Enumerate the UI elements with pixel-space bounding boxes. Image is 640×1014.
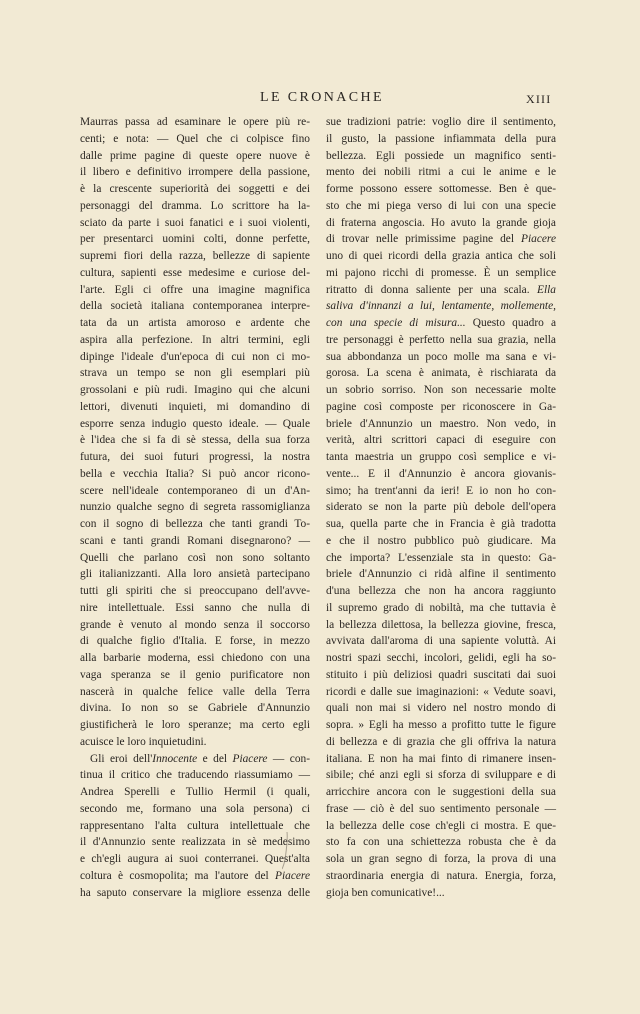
- text-line: [326, 767, 556, 784]
- text-line: [80, 315, 310, 332]
- text-segment: vaga speranza se il genio purificatore non: [80, 668, 310, 681]
- text-line: [80, 432, 310, 449]
- italic-text: saliva d'innanzi a lui, lentamente, mollemente,: [326, 300, 556, 313]
- text-line: [80, 650, 310, 667]
- text-segment: acuisce le loro inquietudini.: [80, 735, 207, 748]
- text-line: [80, 566, 310, 583]
- running-head: [0, 90, 640, 110]
- text-line: [80, 399, 310, 416]
- right-text-column: [326, 114, 556, 901]
- text-line: [326, 382, 556, 399]
- text-line: [80, 198, 310, 215]
- text-line: [80, 516, 310, 533]
- text-segment: cultura, sapienti esse medesime e curiose del-: [80, 266, 310, 279]
- text-line: [80, 382, 310, 399]
- italic-text: Innocente: [152, 752, 198, 765]
- text-line: [326, 633, 556, 650]
- text-segment: frase — ciò è del suo sentimento personale —: [326, 802, 556, 815]
- text-segment: Questo quadro a: [465, 317, 557, 329]
- text-segment: è l'idea che si fa di sè stessa, della sua forza: [80, 434, 310, 447]
- text-line: [326, 801, 556, 818]
- text-segment: Gli eroi dell': [90, 752, 153, 765]
- text-line: [80, 767, 310, 784]
- text-segment: e che il nostro pubblico può giudicare. Ma: [326, 534, 556, 547]
- text-line: [326, 818, 556, 835]
- text-line: [326, 650, 556, 667]
- text-line: [326, 868, 556, 885]
- text-segment: sue tradizioni patrie: voglio dire il sentimento,: [326, 116, 556, 128]
- text-segment: stituito i più deliziosi quadri suscitati dai suoi: [326, 668, 556, 681]
- text-segment: gioja ben comunicative!...: [326, 886, 445, 899]
- text-segment: nire intellettuale. Essi sanno che nulla di: [80, 601, 310, 614]
- text-line: [326, 734, 556, 751]
- text-segment: ritratto di donna saliente per una scala.: [326, 283, 538, 296]
- text-segment: aspira alla perfezione. In altri termini, egli: [80, 333, 310, 346]
- text-segment: simo; ha trent'anni da ieri! E io non ho con-: [326, 484, 556, 497]
- text-segment: scani e tanti grandi Romani disegnarono? —: [80, 534, 310, 547]
- text-segment: sola un gran segno di forza, la prova di una: [326, 853, 556, 865]
- text-line: [326, 349, 556, 366]
- text-line: [80, 801, 310, 818]
- text-line: [326, 834, 556, 851]
- text-segment: supremi fiori della razza, bellezze di sapiente: [80, 250, 310, 262]
- text-segment: il supremo grado di nobiltà, ma che tuttavia è: [326, 601, 556, 614]
- text-line: [326, 617, 556, 634]
- text-line: [80, 600, 310, 617]
- text-segment: di trovar nelle primissime pagine del: [326, 233, 521, 246]
- text-segment: centi; e nota: — Quel che ci colpisce fino: [80, 132, 310, 145]
- text-segment: straordinaria energia di natura. Energia, forza,: [326, 869, 556, 882]
- text-line: [326, 298, 556, 315]
- text-line: [326, 198, 556, 215]
- text-segment: sua abbondanza un poco molle ma sana e vi-: [326, 350, 556, 363]
- text-segment: forme possono essere sottomesse. Ben è que-: [326, 183, 556, 195]
- text-line: [326, 114, 556, 131]
- text-segment: di bellezza e di grazia che gli offriva la natura: [326, 735, 556, 748]
- text-segment: arricchire ancora con le suggestioni della sua: [326, 786, 556, 798]
- text-line: [80, 700, 310, 717]
- text-line: [80, 483, 310, 500]
- text-segment: il libero e definitivo irrompere della passione,: [80, 166, 310, 179]
- text-line: [80, 834, 310, 851]
- text-segment: d'una bellezza che non ha ancora raggiunto: [326, 585, 556, 597]
- text-line: [326, 449, 556, 466]
- text-line: [326, 131, 556, 148]
- text-segment: con il sogno di bellezza che tanti grandi To-: [80, 518, 310, 530]
- text-line: [80, 617, 310, 634]
- text-segment: sopra. » Egli ha messo a profitto tutte le figure: [326, 719, 556, 731]
- text-line: [326, 332, 556, 349]
- text-line: [326, 215, 556, 232]
- text-segment: ha saputo conservare la migliore essenza delle: [80, 886, 310, 899]
- text-line: [326, 432, 556, 449]
- text-segment: sciato da parte i suoi fanatici e i suoi violenti,: [80, 216, 310, 229]
- text-segment: sua, quella parte che in Francia è già tradotta: [326, 518, 556, 530]
- text-segment: Maurras passa ad esaminare le opere più re-: [80, 116, 310, 128]
- text-line: [80, 633, 310, 650]
- text-line: [80, 248, 310, 265]
- text-line: [80, 131, 310, 148]
- text-line: [326, 566, 556, 583]
- text-line: [326, 784, 556, 801]
- text-segment: l'arte. Egli ci offre una imagine magnifica: [80, 283, 310, 296]
- text-segment: dipinge l'ideale d'un'epoca di cui non ci mo-: [80, 350, 310, 363]
- text-segment: e del: [197, 752, 233, 765]
- text-line: [80, 449, 310, 466]
- text-segment: strava un tempo se non gli esemplari più: [80, 367, 310, 380]
- text-line: [80, 734, 310, 751]
- text-segment: per presentarci uomini colti, donne perfette,: [80, 233, 310, 246]
- text-line: [326, 583, 556, 600]
- text-segment: quali non mai si videro nel nostro mondo di: [326, 702, 556, 715]
- italic-text: Piacere: [275, 869, 310, 882]
- text-line: [326, 885, 556, 902]
- text-segment: che importa? L'essenziale sta in questo: Ga-: [326, 551, 556, 564]
- text-line: [326, 181, 556, 198]
- text-line: [326, 684, 556, 701]
- text-segment: tinua il critico che traducendo riassumiamo —: [80, 769, 310, 782]
- text-line: [80, 265, 310, 282]
- page-number: XIII: [526, 92, 552, 106]
- text-segment: è la crescente superiorità dei soggetti e dei: [80, 183, 310, 195]
- text-segment: Quelli che parlano così non sono soltanto: [80, 551, 310, 564]
- text-line: [80, 533, 310, 550]
- text-segment: tata da un artista amoroso e ardente che: [80, 317, 310, 329]
- text-line: [326, 851, 556, 868]
- text-line: [326, 700, 556, 717]
- text-line: [80, 868, 310, 885]
- text-segment: la bellezza dilettosa, la bellezza giovine, fresca,: [326, 618, 556, 631]
- text-line: [326, 751, 556, 768]
- text-segment: grossolani e più rudi. Imagino qui che alcuni: [80, 384, 310, 396]
- text-segment: nascerà in qualche felice valle della Terra: [80, 685, 310, 698]
- text-line: [326, 282, 556, 299]
- text-segment: dalle prime pagine di queste opere nuove è: [80, 149, 310, 162]
- text-line: [326, 265, 556, 282]
- text-segment: esporre senza indugio questo ideale. — Quale: [80, 417, 310, 430]
- text-line: [80, 231, 310, 248]
- text-line: [326, 667, 556, 684]
- text-segment: lettori, divenuti inquieti, mi domandino di: [80, 400, 310, 413]
- page-title: LE CRONACHE: [260, 90, 385, 105]
- text-line: [326, 533, 556, 550]
- text-segment: pagine così composte per riconoscere in Ga-: [326, 400, 556, 413]
- text-segment: alla barbarie moderna, essi chiedono con una: [80, 652, 310, 664]
- text-segment: uno di quei ricordi della grazia antica che soli: [326, 250, 556, 262]
- text-segment: futura, dei suoi futuri progressi, la nostra: [80, 451, 310, 463]
- text-line: [80, 466, 310, 483]
- text-segment: sibile; ché anzi egli si sforza di sviluppare e di: [326, 769, 556, 782]
- text-segment: scere nell'ideale contemporaneo di un d'An-: [80, 484, 310, 497]
- text-line: [326, 483, 556, 500]
- text-line: [80, 332, 310, 349]
- text-line: [80, 282, 310, 299]
- text-line: [80, 550, 310, 567]
- text-line: [326, 466, 556, 483]
- text-segment: giustificherà le loro speranze; ma certo egli: [80, 719, 310, 731]
- text-line: [326, 550, 556, 567]
- text-line: [326, 315, 556, 332]
- text-segment: il d'Annunzio sente realizzata in sè medesimo: [80, 836, 310, 849]
- text-segment: siderato se non la parte più debole dell'opera: [326, 501, 556, 514]
- text-line: [80, 667, 310, 684]
- text-line: [326, 231, 556, 248]
- text-segment: tre personaggi è perfetto nella sua grazia, nella: [326, 333, 556, 346]
- italic-text: Piacere: [521, 233, 556, 246]
- text-line: [326, 416, 556, 433]
- text-segment: coltura è cosmopolita; ma l'autore del: [80, 869, 275, 882]
- text-line: [80, 181, 310, 198]
- text-line: [326, 600, 556, 617]
- text-segment: mento dei nobili ritmi a cui le anime e le: [326, 166, 556, 179]
- italic-text: con una specie di misura...: [326, 317, 466, 329]
- text-segment: briele d'Annunzio un maestro. Non vedo, in: [326, 417, 556, 430]
- text-segment: sto che mi piega verso di lui con una specie: [326, 199, 556, 212]
- text-segment: la bellezza delle cose ch'egli ci mostra. E que-: [326, 819, 556, 832]
- text-line: [80, 885, 310, 902]
- text-segment: tanta maestria un gruppo così semplice e vi-: [326, 451, 556, 463]
- text-line: [326, 399, 556, 416]
- text-segment: avvivata dall'aroma di una sapiente voluttà. Ai: [326, 635, 556, 648]
- text-line: [80, 298, 310, 315]
- text-line: [80, 818, 310, 835]
- text-segment: tutti gli spiriti che si preoccupano dell'avve-: [80, 585, 310, 597]
- text-segment: gli italianizzanti. Alla loro ansietà partecipano: [80, 568, 310, 581]
- text-segment: nunzio qualche segno di segreta rassomiglianza: [80, 501, 310, 514]
- text-segment: divina. Io non so se Gabriele d'Annunzio: [80, 702, 310, 715]
- text-line: [326, 516, 556, 533]
- text-segment: nostri spazi secchi, incolori, gelidi, egli ha so-: [326, 652, 556, 664]
- text-line: [326, 148, 556, 165]
- text-segment: rappresentano l'alta cultura intellettuale che: [80, 819, 310, 832]
- text-line: [80, 784, 310, 801]
- left-text-column: [80, 114, 310, 901]
- italic-text: Piacere: [232, 752, 268, 765]
- text-segment: mi pajono ricchi di promesse. È un semplice: [326, 266, 556, 279]
- text-line: [80, 717, 310, 734]
- text-segment: — con-: [267, 752, 310, 765]
- text-line: [80, 684, 310, 701]
- text-line: [326, 499, 556, 516]
- text-line: [326, 248, 556, 265]
- text-segment: briele d'Annunzio ci ridà alfine il sentimento: [326, 568, 556, 581]
- text-segment: di fraterna angoscia. Ho avuto la grande gioja: [326, 216, 556, 229]
- text-segment: italiana. E non ha mai finto di rimanere insen-: [326, 752, 556, 765]
- text-line: [80, 164, 310, 181]
- text-line: [80, 148, 310, 165]
- text-segment: personaggi del dramma. Lo scrittore ha la-: [80, 199, 310, 212]
- text-segment: ricordi e dalle sue imaginazioni: « Vedute soavi,: [326, 685, 556, 698]
- text-line: [326, 365, 556, 382]
- text-segment: Andrea Sperelli e Tullio Hermil (i quali,: [80, 786, 310, 798]
- text-segment: di qualche figlio d'Italia. E forse, in mezzo: [80, 635, 310, 648]
- text-line: [326, 164, 556, 181]
- text-line: [80, 349, 310, 366]
- text-line: [80, 851, 310, 868]
- italic-text: Ella: [537, 283, 556, 296]
- text-segment: bellezza. Egli possiede un magnifico senti-: [326, 149, 556, 162]
- text-segment: gorosa. La scena è animata, è rischiarata da: [326, 367, 556, 380]
- text-line: [80, 215, 310, 232]
- text-segment: un sobrio sorriso. Non son necessarie molte: [326, 384, 556, 396]
- text-line: [80, 365, 310, 382]
- text-segment: verità, altri scrittori capaci di eseguire con: [326, 434, 556, 447]
- text-line: [326, 717, 556, 734]
- text-line: [80, 583, 310, 600]
- pencil-mark: [282, 830, 290, 870]
- text-segment: secondo me, formano una sola persona) ci: [80, 802, 310, 815]
- text-segment: della società italiana contemporanea interpre-: [80, 300, 310, 313]
- text-segment: bella e vecchia Italia? Si può ancor ricono-: [80, 467, 310, 480]
- text-segment: sto fa con una schiettezza robusta che è da: [326, 836, 556, 849]
- text-line: [80, 751, 310, 768]
- text-segment: vente... E il d'Annunzio è ancora giovanis-: [326, 467, 556, 480]
- text-line: [80, 114, 310, 131]
- text-line: [80, 416, 310, 433]
- text-segment: e ch'egli augura ai suoi conterranei. Quest'alta: [80, 853, 310, 865]
- text-segment: il gusto, la passione infiammata della pura: [326, 132, 556, 145]
- text-line: [80, 499, 310, 516]
- text-segment: grande è venuto al mondo senza il soccorso: [80, 618, 310, 631]
